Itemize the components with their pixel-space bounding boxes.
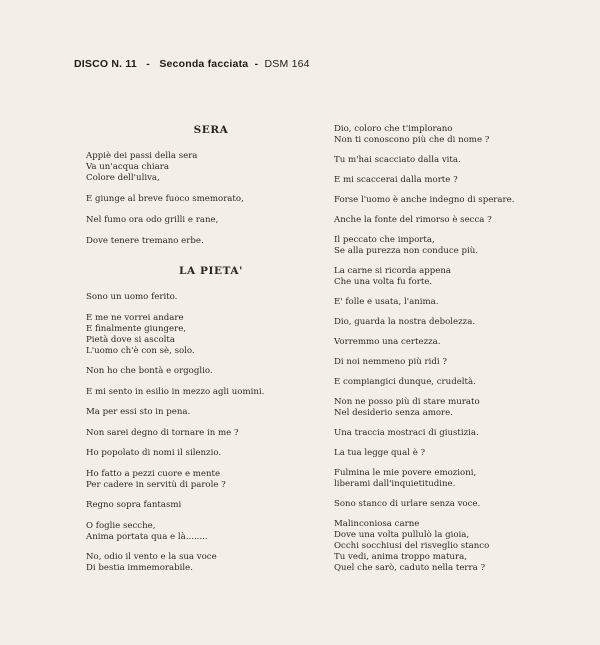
verse-line: Una traccia mostraci di giustizia. [334,428,479,438]
verse-line: Sono un uomo ferito. [86,292,178,302]
stanza [334,175,564,186]
verse-line: Anima portata qua e là........ [86,531,208,542]
verse-line: No, odio il vento e la sua voce [86,552,217,562]
verse-line: La carne si ricorda appena [334,266,452,276]
verse-line: Dove una volta pullulò la gioia, [334,530,470,540]
verse-line: Non ti conoscono più che di nome ? [334,135,490,145]
verse-line: E compiangici dunque, crudeltà. [334,377,476,387]
verse-line: Per cadere in servitù di parole ? [86,479,226,490]
stanza [334,397,564,419]
verse-line: E giunge al breve fuoco smemorato, [86,194,244,204]
stanza [86,407,336,418]
verse-line: Tu m'hai scacciato dalla vita. [334,155,461,165]
stanza [334,235,564,257]
poem-title-sera: SERA [193,124,229,136]
verse-line: Di bestia immemorabile. [86,563,193,573]
stanza [334,337,564,348]
verse-line: Pietà dove si ascolta [86,334,176,345]
verse-line: Il peccato che importa, [334,235,435,245]
verse-line: E finalmente giungere, [86,323,187,334]
stanza [86,366,336,377]
verse-line: Di noi nemmeno più ridi ? [334,357,447,367]
stanza [334,317,564,328]
verse-line: E mi scaccerai dalla morte ? [334,175,458,185]
verse-line: Anche la fonte del rimorso è secca ? [334,215,492,225]
stanza [86,428,336,439]
verse-line: O foglie secche, [86,520,156,531]
verse-line: Non ne posso più di stare murato [334,397,480,407]
stanza [86,292,336,303]
stanza [334,448,564,459]
verse-line: Quel che sarò, caduto nella terra ? [334,563,486,573]
verse-line: Non ho che bontà e orgoglio. [86,366,213,376]
stanza [334,468,564,490]
verse-line: L'uomo ch'è con sè, solo. [86,345,195,356]
poem-la-pieta-continued [334,124,564,574]
record-header [74,58,310,70]
verse-line: E me ne vorrei andare [86,312,184,323]
verse-line: Appiè dei passi della sera [86,151,198,161]
verse-line: liberami dall'inquietitudine. [334,479,456,489]
stanza [86,236,336,247]
verse-line: Forse l'uomo è anche indegno di sperare. [334,195,515,205]
stanza [334,499,564,510]
right-column [334,124,564,574]
record-side: Seconda facciata [159,58,249,70]
disc-number: DISCO N. 11 [74,58,137,70]
stanza [86,215,336,226]
verse-line: Occhi socchiusi del risveglio stanco [334,541,490,551]
stanza [334,195,564,206]
verse-line: Dove tenere tremano erbe. [86,236,204,246]
verse-line: Tu vedi, anima troppo matura, [334,552,467,562]
verse-line: Va un'acqua chiara [86,162,169,172]
verse-line: Fulmina le mie povere emozioni, [334,468,477,478]
stanza [334,266,564,288]
stanza [334,155,564,166]
poem-title-la-pieta: LA PIETA' [179,265,243,277]
stanza [86,151,336,184]
verse-line: Regno sopra fantasmi [86,500,182,510]
verse-line: Dio, coloro che t'implorano [334,124,453,134]
stanza [334,297,564,308]
stanza [86,387,336,398]
verse-line: Dio, guarda la nostra debolezza. [334,317,476,327]
stanza [86,448,336,459]
stanza [334,124,564,146]
verse-line: Nel fumo ora odo grilli e rane, [86,215,219,225]
poem-sera [86,151,336,247]
stanza [334,357,564,368]
verse-line: Ma per essi sto in pena. [86,407,191,417]
stanza [86,521,336,543]
left-column [86,124,336,574]
stanza [86,552,336,574]
stanza [86,469,336,491]
stanza [86,313,336,357]
catalog-number: DSM 164 [264,58,310,70]
verse-line: Che una volta fu forte. [334,277,433,287]
verse-line: Malinconiosa carne [334,519,420,529]
verse-line: Ho popolato di nomi il silenzio. [86,448,222,458]
verse-line: Se alla purezza non conduce più. [334,246,478,256]
verse-line: Sono stanco di urlare senza voce. [334,499,481,509]
poem-la-pieta [86,292,336,574]
verse-line: Nel desiderio senza amore. [334,408,453,418]
verse-line: E' folle e usata, l'anima. [334,297,439,307]
header-separator: - [254,58,259,70]
verse-line: La tua legge qual è ? [334,448,426,458]
stanza [334,215,564,226]
stanza [86,500,336,511]
verse-line: E mi sento in esilio in mezzo agli uomini. [86,386,265,397]
stanza [334,377,564,388]
verse-line: Vorremmo una certezza. [334,337,441,347]
stanza [334,519,564,574]
verse-line: Colore dell'uliva, [86,173,160,183]
header-separator: - [146,58,150,70]
stanza [86,194,336,205]
verse-line: Ho fatto a pezzi cuore e mente [86,468,221,479]
stanza [334,428,564,439]
verse-line: Non sarei degno di tornare in me ? [86,427,239,438]
